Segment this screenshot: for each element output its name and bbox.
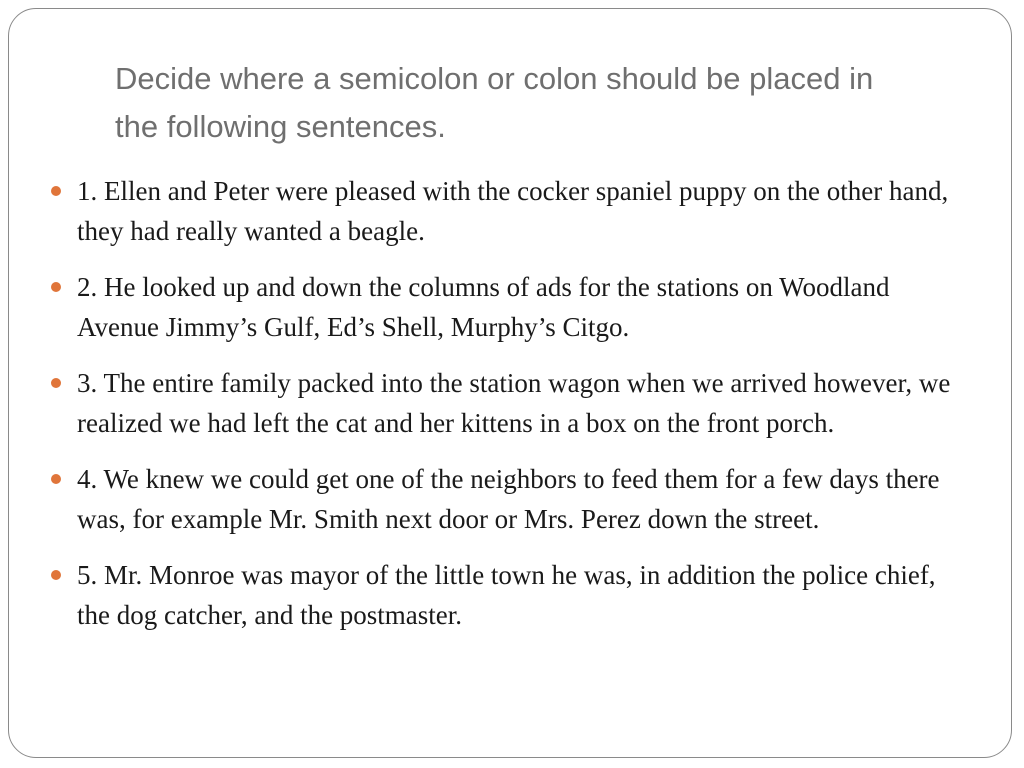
slide-frame [8, 8, 1012, 758]
bullet-item-2 [9, 267, 1013, 347]
bullet-text: 1. Ellen and Peter were pleased with the cocker spaniel puppy on the other hand, they had really wanted a beagle. [77, 176, 949, 246]
bullet-dot-icon [51, 378, 61, 388]
bullet-item-5 [9, 555, 1013, 635]
bullet-dot-icon [51, 474, 61, 484]
bullet-dot-icon [51, 570, 61, 580]
bullet-item-4 [9, 459, 1013, 539]
slide-title: Decide where a semicolon or colon should be placed in the following sentences. [115, 61, 874, 144]
bullet-dot-icon [51, 282, 61, 292]
bullet-list [9, 171, 1013, 651]
bullet-text: 3. The entire family packed into the station wagon when we arrived however, we realized we had left the cat and her kittens in a box on the front porch. [77, 368, 951, 438]
bullet-text: 2. He looked up and down the columns of ads for the stations on Woodland Avenue Jimmy’s Gulf, Ed’s Shell, Murphy’s Citgo. [77, 272, 890, 342]
bullet-dot-icon [51, 186, 61, 196]
bullet-item-3 [9, 363, 1013, 443]
bullet-text: 5. Mr. Monroe was mayor of the little town he was, in addition the police chief, the dog catcher, and the postmaster. [77, 560, 936, 630]
bullet-item-1 [9, 171, 1013, 251]
bullet-text: 4. We knew we could get one of the neighbors to feed them for a few days there was, for example Mr. Smith next door or Mrs. Perez down the street. [77, 464, 940, 534]
